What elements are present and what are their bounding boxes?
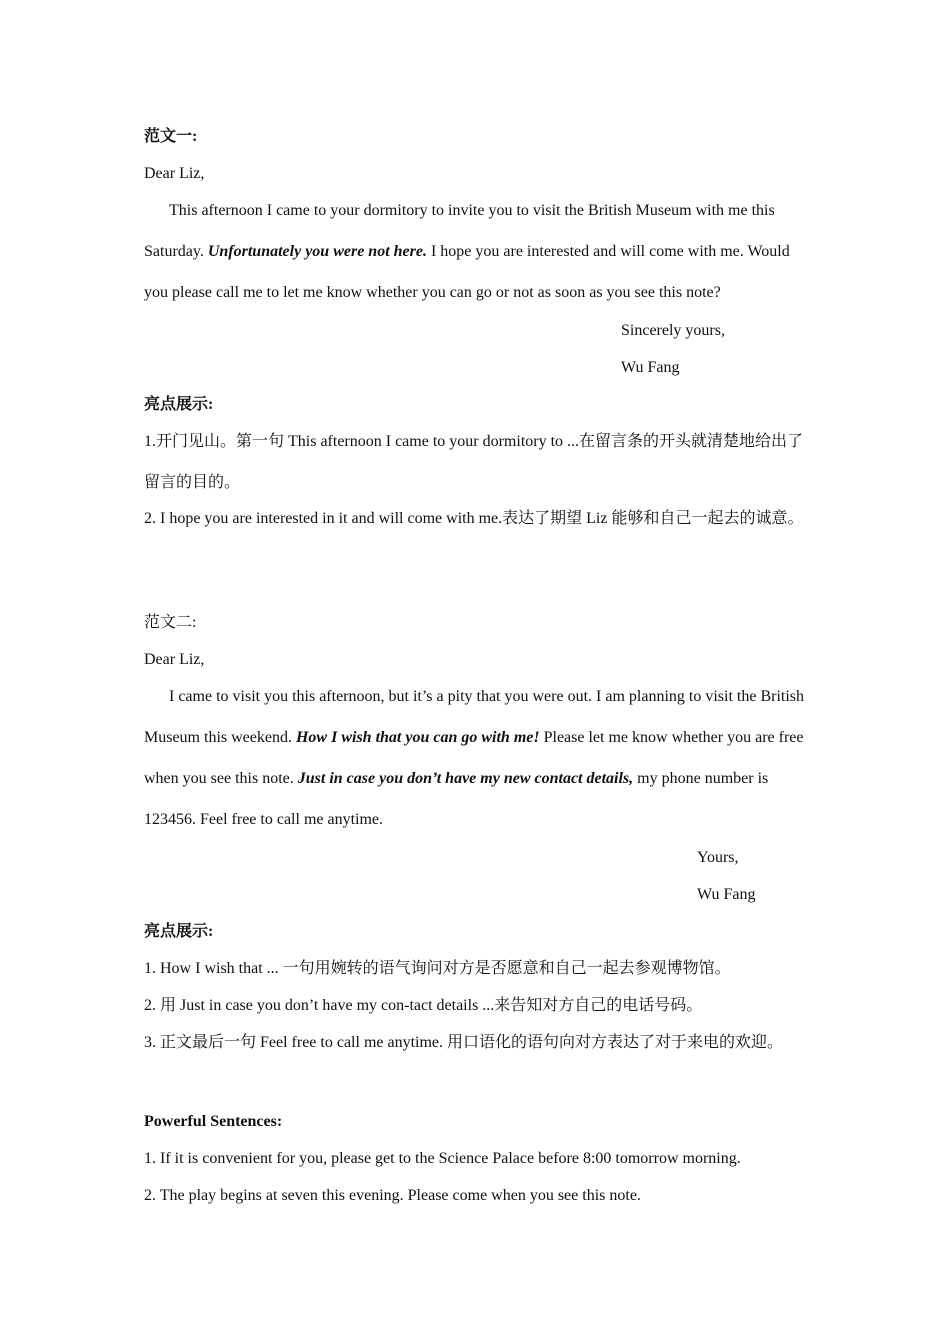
essay1-closing: Sincerely yours, bbox=[621, 322, 725, 339]
highlights1-item-1: 1.开门见山。第一句 This afternoon I came to your dormitory to ...在留言条的开头就清楚地给出了留言的目的。 bbox=[144, 433, 804, 491]
essay1-highlight-sentence: Unfortunately you were not here. bbox=[207, 243, 427, 260]
essay2-body-sentence-1: I came to visit you this afternoon, but it’s a pity that you were out. I am planning to visit the British Museum this weekend. bbox=[144, 688, 805, 746]
essay2-body-sentence-3: Please let me know whether you are free when you see this note. bbox=[144, 729, 804, 787]
highlights1-item-2: 2. I hope you are interested in it and will come with me.表达了期望 Liz 能够和自己一起去的诚意。 bbox=[144, 510, 804, 527]
powerful-sentences-heading: Powerful Sentences: bbox=[144, 1113, 283, 1130]
powerful-sentence-1: 1. If it is convenient for you, please get to the Science Palace before 8:00 tomorrow morning. bbox=[144, 1150, 741, 1167]
essay2-salutation: Dear Liz, bbox=[144, 651, 205, 668]
essay1-signature: Wu Fang bbox=[621, 359, 680, 376]
powerful-sentence-2: 2. The play begins at seven this evening. Please come when you see this note. bbox=[144, 1187, 641, 1204]
essay2-body-sentence-5: my phone number is 123456. Feel free to call me anytime. bbox=[144, 770, 769, 828]
highlights2-item-2: 2. 用 Just in case you don’t have my con-tact details ...来告知对方自己的电话号码。 bbox=[144, 997, 703, 1014]
essay2-closing: Yours, bbox=[697, 849, 739, 866]
highlights2-item-1: 1. How I wish that ... 一句用婉转的语气询问对方是否愿意和自己一起去参观博物馆。 bbox=[144, 960, 731, 977]
essay1-body-sentence-3: I hope you are interested and will come with me. Would you please call me to let me know whether you can go or not as soon as you see this note? bbox=[144, 243, 790, 301]
highlights1-heading: 亮点展示: bbox=[144, 396, 214, 413]
essay1-body-sentence-1: This afternoon I came to your dormitory to invite you to visit the British Museum with me this Saturday. bbox=[144, 202, 775, 260]
essay2-body bbox=[144, 676, 808, 840]
highlights2-item-3: 3. 正文最后一句 Feel free to call me anytime. 用口语化的语句向对方表达了对于来电的欢迎。 bbox=[144, 1034, 784, 1051]
essay1-heading: 范文一: bbox=[144, 128, 198, 145]
highlights2-heading: 亮点展示: bbox=[144, 923, 214, 940]
essay1-salutation: Dear Liz, bbox=[144, 165, 205, 182]
essay1-body bbox=[144, 190, 808, 313]
essay2-signature: Wu Fang bbox=[697, 886, 756, 903]
essay2-highlight-sentence-1: How I wish that you can go with me! bbox=[295, 729, 540, 746]
essay2-heading: 范文二: bbox=[144, 614, 197, 631]
essay2-highlight-sentence-2: Just in case you don’t have my new contact details, bbox=[297, 770, 634, 787]
